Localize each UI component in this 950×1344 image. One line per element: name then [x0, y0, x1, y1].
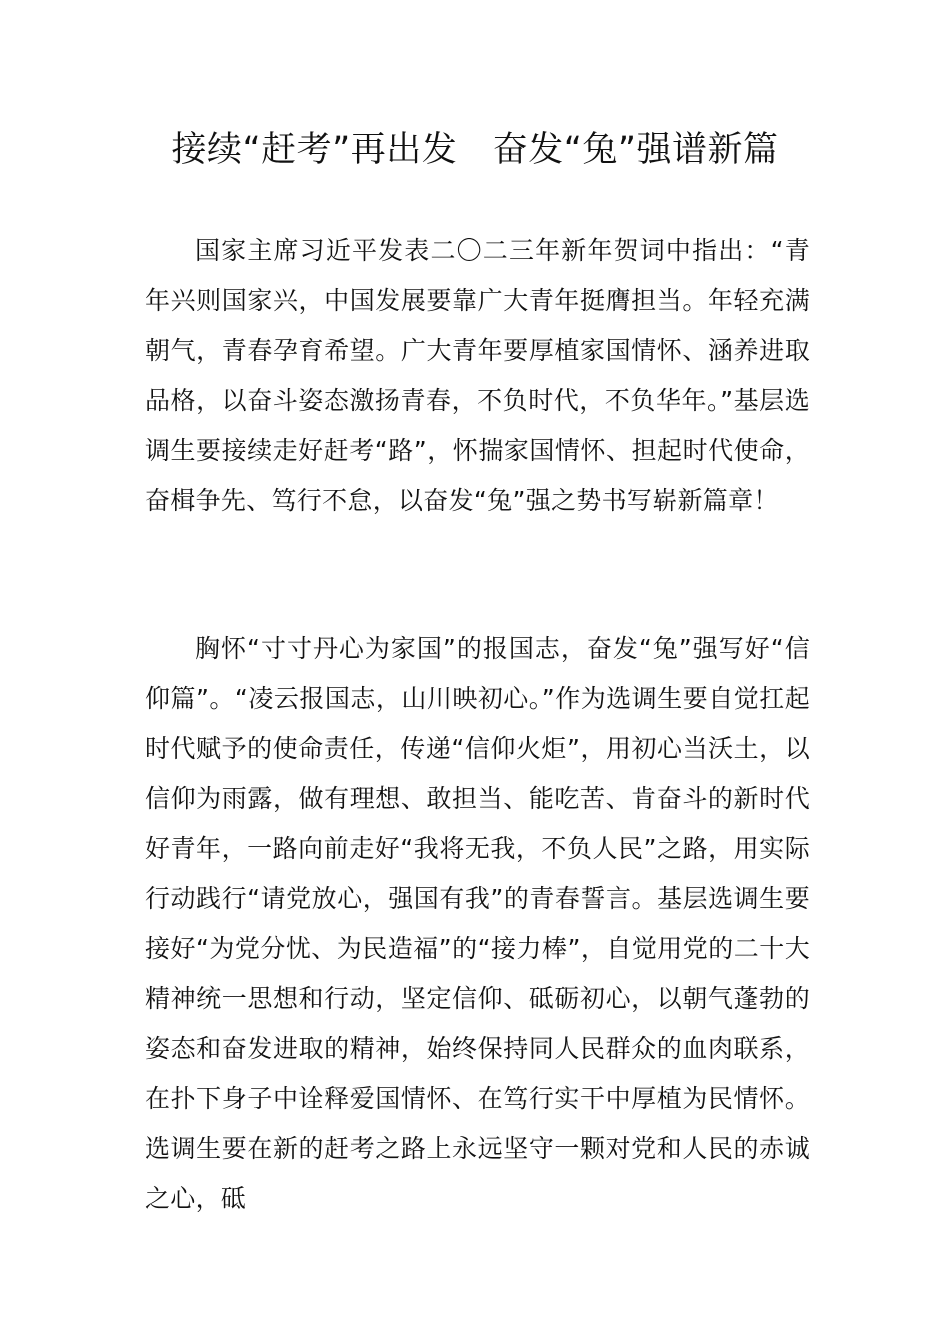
paragraph-faith: 胸怀“寸寸丹心为家国”的报国志，奋发“兔”强写好“信仰篇”。“凌云报国志，山川映初心。”作为选调生要自觉扛起时代赋予的使命责任，传递“信仰火炬”，用初心当沃土，以信仰为雨露，做有理想、敢担当、能吃苦、肯奋斗的新时代好青年，一路向前走好“我将无我，不负人民”之路，用实际行动践行“请党放心，强国有我”的青春誓言。基层选调生要接好“为党分忧、为民造福”的“接力棒”，自觉用党的二十大精神统一思想和行动，坚定信仰、砥砺初心，以朝气蓬勃的姿态和奋发进取的精神，始终保持同人民群众的血肉联系，在扑下身子中诠释爱国情怀、在笃行实干中厚植为民情怀。选调生要在新的赶考之路上永远坚守一颗对党和人民的赤诚之心，砥 — [145, 634, 810, 1213]
paragraph-intro: 国家主席习近平发表二〇二三年新年贺词中指出：“青年兴则国家兴，中国发展要靠广大青年挺膺担当。年轻充满朝气，青春孕育希望。广大青年要厚植家国情怀、涵养进取品格，以奋斗姿态激扬青春，不负时代，不负华年。”基层选调生要接续走好赶考“路”，怀揣家国情怀、担起时代使命，奋楫争先、笃行不怠，以奋发“兔”强之势书写崭新篇章！ — [145, 236, 810, 515]
document-title: 接续“赶考”再出发 奋发“兔”强谱新篇 — [171, 130, 779, 170]
